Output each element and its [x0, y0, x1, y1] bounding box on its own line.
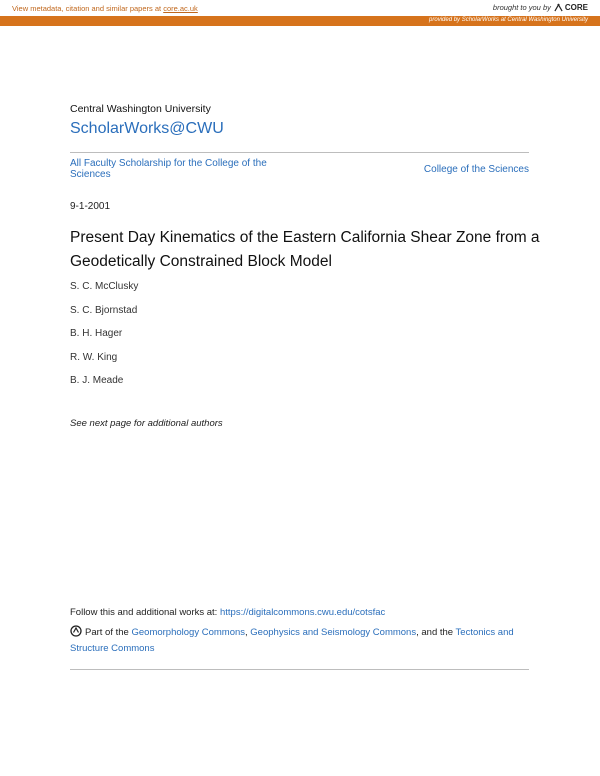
- author-list: [70, 281, 138, 399]
- author-item: B. J. Meade: [70, 375, 124, 386]
- core-banner: [0, 0, 600, 16]
- publication-date: 9-1-2001: [70, 201, 111, 212]
- part-of-separator: ,: [245, 627, 248, 638]
- provided-by-text: provided by ScholarWorks at Central Washington University: [429, 17, 588, 23]
- part-of-separator: , and the: [416, 627, 454, 638]
- core-logo[interactable]: [554, 3, 588, 12]
- core-brought-by: [493, 3, 588, 12]
- follow-url-link[interactable]: https://digitalcommons.cwu.edu/cotsfac: [219, 607, 386, 618]
- creative-commons-icon: [70, 625, 82, 637]
- college-link[interactable]: College of the Sciences: [423, 164, 529, 175]
- follow-text: Follow this and additional works at:: [70, 607, 218, 618]
- see-next-page-note: See next page for additional authors: [70, 418, 223, 429]
- repository-link[interactable]: ScholarWorks@CWU: [70, 120, 224, 137]
- author-item: S. C. Bjornstad: [70, 304, 138, 316]
- brought-by-text: brought to you by: [492, 3, 551, 12]
- follow-line: [70, 607, 385, 618]
- core-metadata-text: View metadata, citation and similar papers at: [12, 4, 162, 13]
- author-item: R. W. King: [70, 351, 118, 363]
- core-logo-icon: [554, 3, 563, 12]
- core-provided-bar: [0, 16, 600, 26]
- collection-links: [70, 152, 529, 181]
- geomorphology-commons-link[interactable]: Geomorphology Commons: [131, 627, 246, 638]
- geophysics-seismology-commons-link[interactable]: Geophysics and Seismology Commons: [250, 627, 417, 638]
- part-of-line: [70, 625, 540, 657]
- bottom-divider: [70, 669, 529, 670]
- author-item: S. C. McClusky: [70, 281, 139, 292]
- core-logo-text: CORE: [564, 3, 588, 12]
- tectonics-structure-commons-link[interactable]: Tectonics and Structure Commons: [70, 627, 514, 654]
- author-item: B. H. Hager: [70, 328, 123, 339]
- part-of-prefix: Part of the: [85, 627, 129, 638]
- faculty-scholarship-link[interactable]: All Faculty Scholarship for the College of the Sciences: [70, 158, 267, 180]
- core-metadata-notice: [12, 4, 198, 13]
- institution-name: Central Washington University: [70, 103, 211, 115]
- core-link[interactable]: core.ac.uk: [163, 4, 198, 13]
- paper-title: Present Day Kinematics of the Eastern California Shear Zone from a Geodetically Constrained Block Model: [70, 229, 540, 270]
